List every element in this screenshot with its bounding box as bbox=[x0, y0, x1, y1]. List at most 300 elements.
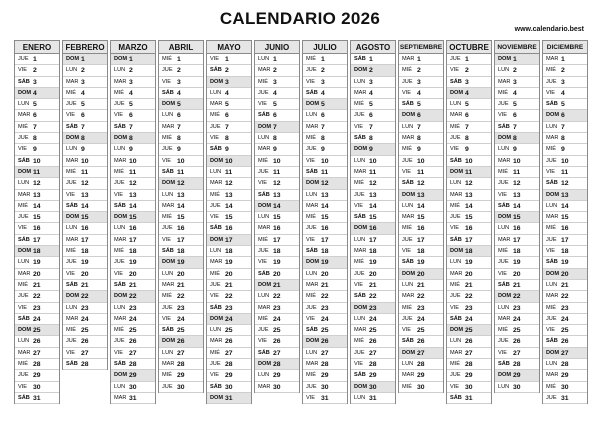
day-number: 17 bbox=[513, 236, 521, 244]
weekday-label: SÁB bbox=[354, 293, 366, 300]
day-number: 5 bbox=[129, 101, 133, 109]
day-number: 25 bbox=[321, 327, 329, 335]
day-row bbox=[207, 269, 251, 280]
day-number: 26 bbox=[561, 338, 569, 346]
day-number: 22 bbox=[273, 293, 281, 301]
weekday-label: MAR bbox=[162, 123, 175, 130]
weekday-label: MIÉ bbox=[66, 327, 76, 334]
weekday-label: MAR bbox=[354, 248, 367, 255]
day-row bbox=[303, 393, 347, 404]
weekday-label: MAR bbox=[114, 236, 127, 243]
weekday-label: DOM bbox=[258, 202, 272, 209]
day-row bbox=[351, 382, 395, 393]
day-row bbox=[495, 190, 539, 201]
day-row bbox=[15, 212, 59, 223]
day-number: 11 bbox=[81, 168, 89, 176]
day-row bbox=[63, 122, 107, 133]
day-number: 6 bbox=[177, 112, 181, 120]
day-row bbox=[159, 133, 203, 144]
day-number: 28 bbox=[81, 361, 89, 369]
weekday-label: DOM bbox=[258, 123, 272, 130]
weekday-label: JUE bbox=[450, 56, 461, 62]
weekday-label: VIE bbox=[18, 67, 28, 74]
weekday-label: MIÉ bbox=[162, 135, 172, 142]
day-number: 23 bbox=[465, 304, 473, 312]
weekday-label: LUN bbox=[162, 112, 174, 119]
day-number: 16 bbox=[561, 225, 569, 233]
day-number: 24 bbox=[129, 315, 137, 323]
day-number: 16 bbox=[33, 225, 41, 233]
weekday-label: MAR bbox=[402, 135, 415, 142]
day-row bbox=[255, 235, 299, 246]
day-number: 6 bbox=[321, 112, 325, 120]
day-number: 24 bbox=[513, 315, 521, 323]
weekday-label: JUE bbox=[258, 168, 269, 175]
weekday-label: MIÉ bbox=[114, 248, 124, 255]
weekday-label: MAR bbox=[450, 349, 463, 356]
day-row bbox=[255, 88, 299, 99]
weekday-label: MIÉ bbox=[306, 372, 316, 379]
month-header: OCTUBRE bbox=[446, 40, 492, 54]
month-header: JUNIO bbox=[254, 40, 300, 54]
weekday-label: SÁB bbox=[18, 78, 30, 85]
weekday-label: LUN bbox=[546, 202, 558, 209]
day-row bbox=[495, 246, 539, 257]
day-row bbox=[15, 88, 59, 99]
weekday-label: DOM bbox=[114, 372, 128, 379]
day-row bbox=[255, 246, 299, 257]
weekday-label: VIE bbox=[66, 112, 76, 119]
day-number: 28 bbox=[369, 361, 377, 369]
weekday-label: VIE bbox=[498, 349, 508, 356]
day-number: 12 bbox=[513, 180, 521, 188]
weekday-label: VIE bbox=[450, 225, 460, 232]
day-row bbox=[495, 110, 539, 121]
day-row bbox=[543, 178, 587, 189]
day-row bbox=[351, 167, 395, 178]
day-number: 26 bbox=[465, 338, 473, 346]
weekday-label: MIÉ bbox=[546, 67, 556, 74]
day-row bbox=[351, 269, 395, 280]
weekday-label: MAR bbox=[162, 202, 175, 209]
weekday-label: JUE bbox=[402, 157, 413, 164]
weekday-label: JUE bbox=[162, 304, 173, 311]
day-number: 2 bbox=[417, 67, 421, 75]
day-number: 27 bbox=[417, 349, 425, 357]
day-row bbox=[399, 65, 443, 76]
weekday-label: SÁB bbox=[210, 225, 222, 232]
day-number: 15 bbox=[561, 214, 569, 222]
weekday-label: MIÉ bbox=[162, 214, 172, 221]
weekday-label: MIÉ bbox=[402, 304, 412, 311]
day-number: 26 bbox=[177, 338, 185, 346]
day-number: 27 bbox=[225, 349, 233, 357]
day-row bbox=[255, 178, 299, 189]
day-list bbox=[206, 54, 252, 404]
weekday-label: SÁB bbox=[114, 202, 126, 209]
day-row bbox=[63, 156, 107, 167]
day-number: 13 bbox=[129, 191, 137, 199]
day-number: 4 bbox=[561, 89, 565, 97]
weekday-label: DOM bbox=[114, 293, 128, 300]
day-number: 14 bbox=[513, 202, 521, 210]
weekday-label: MIÉ bbox=[498, 327, 508, 334]
day-number: 6 bbox=[513, 112, 517, 120]
weekday-label: VIE bbox=[402, 248, 412, 255]
day-row bbox=[303, 122, 347, 133]
weekday-label: LUN bbox=[498, 67, 510, 74]
weekday-label: LUN bbox=[450, 338, 462, 345]
day-row bbox=[399, 269, 443, 280]
weekday-label: DOM bbox=[450, 89, 464, 96]
weekday-label: LUN bbox=[258, 56, 270, 62]
day-number: 8 bbox=[465, 135, 469, 143]
day-row bbox=[495, 54, 539, 65]
day-row bbox=[303, 314, 347, 325]
weekday-label: MIÉ bbox=[498, 168, 508, 175]
day-number: 12 bbox=[369, 180, 377, 188]
weekday-label: JUE bbox=[66, 338, 77, 345]
weekday-label: JUE bbox=[306, 67, 317, 74]
day-row bbox=[399, 325, 443, 336]
weekday-label: SÁB bbox=[498, 361, 510, 368]
weekday-label: SÁB bbox=[210, 146, 222, 153]
day-row bbox=[399, 382, 443, 393]
day-number: 20 bbox=[465, 270, 473, 278]
day-row bbox=[447, 144, 491, 155]
weekday-label: VIE bbox=[546, 327, 556, 334]
weekday-label: LUN bbox=[498, 146, 510, 153]
day-number: 21 bbox=[513, 281, 521, 289]
day-number: 12 bbox=[465, 180, 473, 188]
day-number: 7 bbox=[177, 123, 181, 131]
weekday-label: VIE bbox=[162, 236, 172, 243]
day-row bbox=[159, 54, 203, 65]
weekday-label: LUN bbox=[114, 304, 126, 311]
day-row bbox=[63, 190, 107, 201]
day-number: 24 bbox=[321, 315, 329, 323]
weekday-label: MAR bbox=[114, 157, 127, 164]
weekday-label: DOM bbox=[498, 135, 512, 142]
day-number: 23 bbox=[369, 304, 377, 312]
day-number: 31 bbox=[561, 394, 569, 402]
day-row bbox=[207, 178, 251, 189]
weekday-label: VIE bbox=[354, 123, 364, 130]
weekday-label: LUN bbox=[450, 180, 462, 187]
month-column-mayo bbox=[206, 40, 252, 404]
day-number: 9 bbox=[321, 146, 325, 154]
weekday-label: MIÉ bbox=[114, 168, 124, 175]
day-row bbox=[63, 246, 107, 257]
day-row bbox=[111, 110, 155, 121]
day-number: 18 bbox=[321, 248, 329, 256]
weekday-label: MIÉ bbox=[210, 191, 220, 198]
day-row bbox=[495, 291, 539, 302]
day-number: 30 bbox=[417, 383, 425, 391]
day-number: 30 bbox=[177, 383, 185, 391]
weekday-label: VIE bbox=[306, 78, 316, 85]
weekday-label: SÁB bbox=[162, 89, 174, 96]
day-number: 18 bbox=[369, 248, 377, 256]
month-header: MARZO bbox=[110, 40, 156, 54]
day-row bbox=[111, 201, 155, 212]
day-number: 25 bbox=[177, 327, 185, 335]
day-row bbox=[63, 359, 107, 370]
day-row bbox=[15, 359, 59, 370]
day-row bbox=[303, 88, 347, 99]
day-number: 28 bbox=[465, 361, 473, 369]
day-row bbox=[159, 223, 203, 234]
day-number: 27 bbox=[129, 349, 137, 357]
day-row bbox=[351, 359, 395, 370]
day-row bbox=[495, 201, 539, 212]
weekday-label: DOM bbox=[210, 394, 224, 401]
day-row bbox=[207, 393, 251, 404]
day-number: 18 bbox=[513, 248, 521, 256]
day-number: 22 bbox=[561, 293, 569, 301]
day-row bbox=[351, 99, 395, 110]
day-number: 8 bbox=[369, 135, 373, 143]
day-number: 21 bbox=[273, 281, 281, 289]
day-number: 8 bbox=[561, 135, 565, 143]
weekday-label: VIE bbox=[306, 394, 316, 401]
day-number: 21 bbox=[417, 281, 425, 289]
day-row bbox=[15, 257, 59, 268]
day-row bbox=[303, 269, 347, 280]
day-row bbox=[15, 348, 59, 359]
weekday-label: VIE bbox=[66, 270, 76, 277]
day-row bbox=[255, 303, 299, 314]
day-number: 29 bbox=[465, 372, 473, 380]
weekday-label: MIÉ bbox=[258, 157, 268, 164]
day-row bbox=[543, 156, 587, 167]
day-number: 6 bbox=[417, 112, 421, 120]
day-row bbox=[303, 65, 347, 76]
day-number: 24 bbox=[369, 315, 377, 323]
day-number: 3 bbox=[81, 78, 85, 86]
day-number: 17 bbox=[561, 236, 569, 244]
day-number: 7 bbox=[513, 123, 517, 131]
day-row bbox=[303, 348, 347, 359]
day-number: 6 bbox=[369, 112, 373, 120]
day-number: 31 bbox=[369, 394, 377, 402]
day-number: 25 bbox=[513, 327, 521, 335]
weekday-label: VIE bbox=[546, 168, 556, 175]
day-number: 20 bbox=[369, 270, 377, 278]
weekday-label: DOM bbox=[450, 327, 464, 334]
weekday-label: MIÉ bbox=[450, 281, 460, 288]
weekday-label: MIÉ bbox=[66, 89, 76, 96]
weekday-label: LUN bbox=[498, 304, 510, 311]
weekday-label: MAR bbox=[450, 112, 463, 119]
day-number: 7 bbox=[321, 123, 325, 131]
weekday-label: MAR bbox=[210, 180, 223, 187]
day-row bbox=[495, 156, 539, 167]
day-number: 4 bbox=[81, 89, 85, 97]
weekday-label: LUN bbox=[258, 293, 270, 300]
weekday-label: JUE bbox=[402, 236, 413, 243]
day-number: 8 bbox=[273, 135, 277, 143]
day-row bbox=[159, 65, 203, 76]
day-list bbox=[254, 54, 300, 393]
day-number: 26 bbox=[273, 338, 281, 346]
day-number: 12 bbox=[225, 180, 233, 188]
weekday-label: DOM bbox=[66, 214, 80, 221]
day-number: 26 bbox=[321, 338, 329, 346]
day-number: 16 bbox=[513, 225, 521, 233]
weekday-label: MAR bbox=[450, 191, 463, 198]
day-list bbox=[446, 54, 492, 404]
day-list bbox=[110, 54, 156, 404]
weekday-label: MIÉ bbox=[210, 112, 220, 119]
weekday-label: MAR bbox=[402, 214, 415, 221]
day-number: 23 bbox=[81, 304, 89, 312]
day-row bbox=[63, 314, 107, 325]
weekday-label: JUE bbox=[306, 225, 317, 232]
day-row bbox=[447, 291, 491, 302]
weekday-label: LUN bbox=[306, 112, 318, 119]
day-row bbox=[255, 190, 299, 201]
day-number: 12 bbox=[417, 180, 425, 188]
day-number: 19 bbox=[273, 259, 281, 267]
day-number: 16 bbox=[177, 225, 185, 233]
weekday-label: DOM bbox=[402, 191, 416, 198]
day-number: 14 bbox=[81, 202, 89, 210]
day-number: 16 bbox=[129, 225, 137, 233]
weekday-label: VIE bbox=[18, 304, 28, 311]
month-header: MAYO bbox=[206, 40, 252, 54]
day-row bbox=[495, 212, 539, 223]
weekday-label: LUN bbox=[306, 349, 318, 356]
day-number: 9 bbox=[81, 146, 85, 154]
day-list bbox=[542, 54, 588, 404]
weekday-label: VIE bbox=[114, 270, 124, 277]
day-number: 27 bbox=[273, 349, 281, 357]
weekday-label: DOM bbox=[306, 180, 320, 187]
day-number: 22 bbox=[369, 293, 377, 301]
day-row bbox=[111, 348, 155, 359]
day-row bbox=[543, 336, 587, 347]
weekday-label: SÁB bbox=[402, 338, 414, 345]
weekday-label: SÁB bbox=[450, 157, 462, 164]
day-number: 9 bbox=[273, 146, 277, 154]
day-number: 15 bbox=[417, 214, 425, 222]
weekday-label: MAR bbox=[18, 191, 31, 198]
weekday-label: MAR bbox=[450, 270, 463, 277]
day-row bbox=[207, 201, 251, 212]
day-number: 6 bbox=[33, 112, 37, 120]
day-row bbox=[15, 77, 59, 88]
weekday-label: SÁB bbox=[354, 214, 366, 221]
day-row bbox=[63, 54, 107, 65]
weekday-label: MAR bbox=[210, 101, 223, 108]
day-row bbox=[399, 303, 443, 314]
weekday-label: VIE bbox=[258, 101, 268, 108]
day-row bbox=[447, 133, 491, 144]
day-row bbox=[111, 325, 155, 336]
day-number: 18 bbox=[177, 248, 185, 256]
day-row bbox=[111, 99, 155, 110]
day-row bbox=[447, 359, 491, 370]
day-number: 22 bbox=[225, 293, 233, 301]
month-column-julio bbox=[302, 40, 348, 404]
day-list bbox=[14, 54, 60, 404]
day-row bbox=[303, 303, 347, 314]
weekday-label: LUN bbox=[546, 281, 558, 288]
weekday-label: VIE bbox=[66, 349, 76, 356]
weekday-label: JUE bbox=[306, 146, 317, 153]
day-row bbox=[447, 212, 491, 223]
weekday-label: MAR bbox=[498, 315, 511, 322]
day-number: 5 bbox=[561, 101, 565, 109]
month-header: SEPTIEMBRE bbox=[398, 40, 444, 54]
day-row bbox=[63, 65, 107, 76]
day-number: 25 bbox=[33, 327, 41, 335]
day-number: 8 bbox=[321, 135, 325, 143]
weekday-label: DOM bbox=[18, 89, 32, 96]
day-number: 1 bbox=[561, 56, 565, 63]
day-row bbox=[303, 223, 347, 234]
day-row bbox=[255, 156, 299, 167]
day-row bbox=[447, 122, 491, 133]
day-number: 16 bbox=[273, 225, 281, 233]
day-row bbox=[63, 303, 107, 314]
weekday-label: DOM bbox=[18, 248, 32, 255]
day-row bbox=[351, 235, 395, 246]
day-row bbox=[495, 336, 539, 347]
day-row bbox=[303, 325, 347, 336]
weekday-label: MAR bbox=[354, 89, 367, 96]
day-number: 17 bbox=[465, 236, 473, 244]
weekday-label: SÁB bbox=[402, 180, 414, 187]
day-number: 9 bbox=[417, 146, 421, 154]
weekday-label: VIE bbox=[210, 214, 220, 221]
day-number: 19 bbox=[465, 259, 473, 267]
day-row bbox=[159, 246, 203, 257]
day-number: 26 bbox=[129, 338, 137, 346]
day-list bbox=[302, 54, 348, 404]
day-number: 23 bbox=[225, 304, 233, 312]
weekday-label: SÁB bbox=[66, 202, 78, 209]
day-row bbox=[399, 370, 443, 381]
day-number: 3 bbox=[561, 78, 565, 86]
day-row bbox=[15, 291, 59, 302]
day-row bbox=[351, 348, 395, 359]
day-row bbox=[159, 156, 203, 167]
day-row bbox=[255, 144, 299, 155]
day-number: 18 bbox=[129, 248, 137, 256]
weekday-label: SÁB bbox=[258, 112, 270, 119]
weekday-label: LUN bbox=[402, 123, 414, 130]
day-row bbox=[111, 65, 155, 76]
day-number: 14 bbox=[33, 202, 41, 210]
weekday-label: MAR bbox=[162, 281, 175, 288]
weekday-label: LUN bbox=[210, 89, 222, 96]
day-number: 24 bbox=[225, 315, 233, 323]
weekday-label: LUN bbox=[546, 361, 558, 368]
day-number: 29 bbox=[369, 372, 377, 380]
day-number: 20 bbox=[321, 270, 329, 278]
weekday-label: VIE bbox=[18, 383, 28, 390]
weekday-label: DOM bbox=[306, 101, 320, 108]
day-number: 13 bbox=[33, 191, 41, 199]
weekday-label: LUN bbox=[114, 383, 126, 390]
day-number: 14 bbox=[177, 202, 185, 210]
weekday-label: JUE bbox=[114, 338, 125, 345]
day-number: 9 bbox=[33, 146, 37, 154]
day-number: 21 bbox=[81, 281, 89, 289]
day-number: 31 bbox=[321, 394, 329, 402]
